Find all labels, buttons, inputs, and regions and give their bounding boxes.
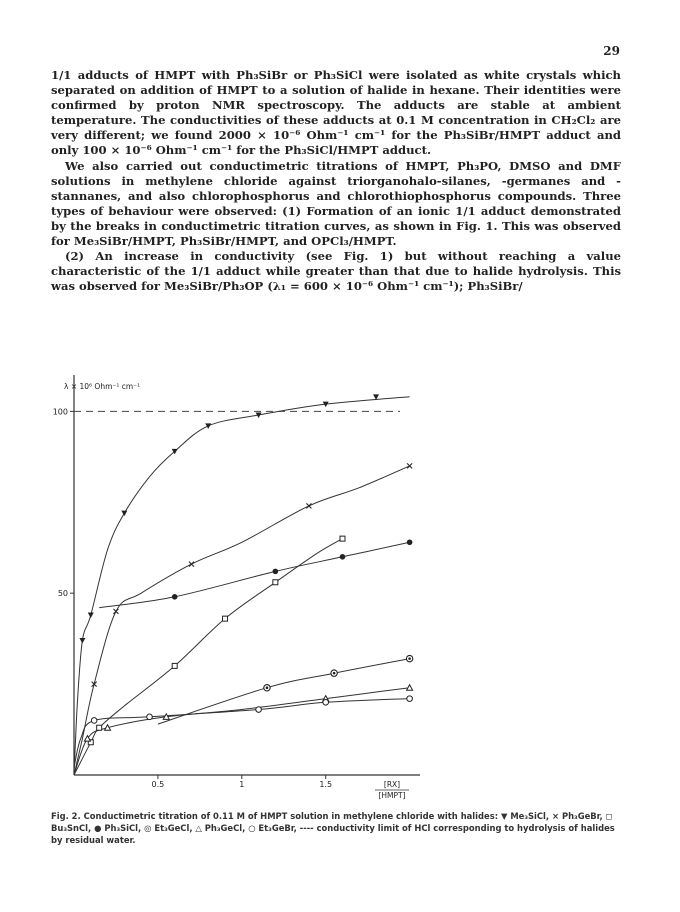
marker-square bbox=[172, 663, 177, 668]
marker-circle bbox=[407, 696, 413, 702]
series-curve bbox=[99, 542, 409, 607]
marker-filled-circle bbox=[407, 539, 413, 545]
x-axis-label-denominator: [HMPT] bbox=[378, 791, 406, 800]
marker-triangle-down bbox=[121, 511, 127, 517]
paragraph: (2) An increase in conductivity (see Fig. 1) but without reaching a value characteristic of the 1/1 adduct while greater than that due to halide hydrolysis. This was observed for Me₃SiBr/Ph₃OP (λ₁ = 600 × 10⁻⁶ Ohm⁻¹ cm⁻¹); Ph₃SiBr/ bbox=[51, 249, 621, 294]
marker-filled-circle bbox=[273, 569, 279, 575]
series-curve bbox=[74, 699, 410, 768]
conductivity-chart bbox=[0, 360, 680, 810]
marker-square bbox=[97, 725, 102, 730]
marker-square bbox=[273, 580, 278, 585]
marker-circle bbox=[256, 707, 262, 713]
marker-cross bbox=[306, 503, 311, 508]
series-markers bbox=[79, 394, 412, 744]
y-tick-label: 100 bbox=[52, 407, 68, 417]
y-axis-label: λ × 10⁶ Ohm⁻¹ cm⁻¹ bbox=[64, 382, 141, 391]
marker-cross bbox=[113, 609, 118, 614]
marker-square bbox=[223, 616, 228, 621]
marker-circle-dot-center bbox=[266, 686, 269, 689]
paragraph: We also carried out conductimetric titrations of HMPT, Ph₃PO, DMSO and DMF solutions in methylene chloride against triorganohalo-silanes, -germanes and -stannanes, and also chlorophosphorus and chlorothiophosphorus compounds. Three types of behaviour were observed: (1) Formation of an ionic 1/1 adduct demonstrated by the breaks in conductimetric titration curves, as shown in Fig. 1. This was observed for Me₃SiBr/HMPT, Ph₃SiBr/HMPT, and OPCl₃/HMPT. bbox=[51, 158, 621, 249]
marker-triangle-down bbox=[79, 638, 85, 644]
x-axis-label-numerator: [RX] bbox=[383, 780, 401, 789]
page-number: 29 bbox=[603, 44, 620, 58]
marker-circle-dot-center bbox=[408, 657, 411, 660]
x-tick-label: 1.5 bbox=[319, 780, 333, 789]
series-curves bbox=[74, 397, 410, 775]
marker-filled-circle bbox=[172, 594, 178, 600]
marker-cross bbox=[407, 463, 412, 468]
series-curve bbox=[74, 397, 410, 775]
marker-filled-circle bbox=[340, 554, 346, 560]
chart-labels bbox=[64, 382, 409, 800]
marker-triangle-down bbox=[205, 423, 211, 429]
marker-triangle-down bbox=[88, 613, 94, 619]
marker-circle bbox=[91, 718, 97, 724]
figure-caption: Fig. 2. Conductimetric titration of 0.11 M of HMPT solution in methylene chloride with halides: ▼ Me₃SiCl, × Ph₃GeBr, ◻ Bu₃SnCl, ● Ph₃SiCl, ◎ Et₃GeCl, △ Ph₃GeCl, ○ Et₃GeBr, ---- conductivity limit of HCl corresponding to hydrolysis of halides by residual water. bbox=[51, 811, 615, 845]
paragraph: 1/1 adducts of HMPT with Ph₃SiBr or Ph₃SiCl were isolated as white crystals which separated on addition of HMPT to a solution of halide in hexane. Their identities were confirmed by proton NMR spectroscopy. The adducts are stable at ambient temperature. The conductivities of these adducts at 0.1 M concentration in CH₂Cl₂ are very different; we found 2000 × 10⁻⁶ Ohm⁻¹ cm⁻¹ for the Ph₃SiBr/HMPT adduct and only 100 × 10⁻⁶ Ohm⁻¹ cm⁻¹ for the Ph₃SiCl/HMPT adduct. bbox=[51, 68, 621, 158]
marker-square bbox=[340, 536, 345, 541]
body-text bbox=[51, 68, 621, 294]
y-tick-label: 50 bbox=[57, 589, 68, 599]
marker-cross bbox=[189, 562, 194, 567]
marker-circle-dot-center bbox=[333, 672, 336, 675]
series-curve bbox=[74, 539, 343, 775]
marker-circle bbox=[147, 714, 153, 720]
x-tick-label: 1 bbox=[239, 780, 245, 789]
x-tick-label: 0.5 bbox=[151, 780, 165, 789]
marker-circle bbox=[323, 699, 329, 705]
